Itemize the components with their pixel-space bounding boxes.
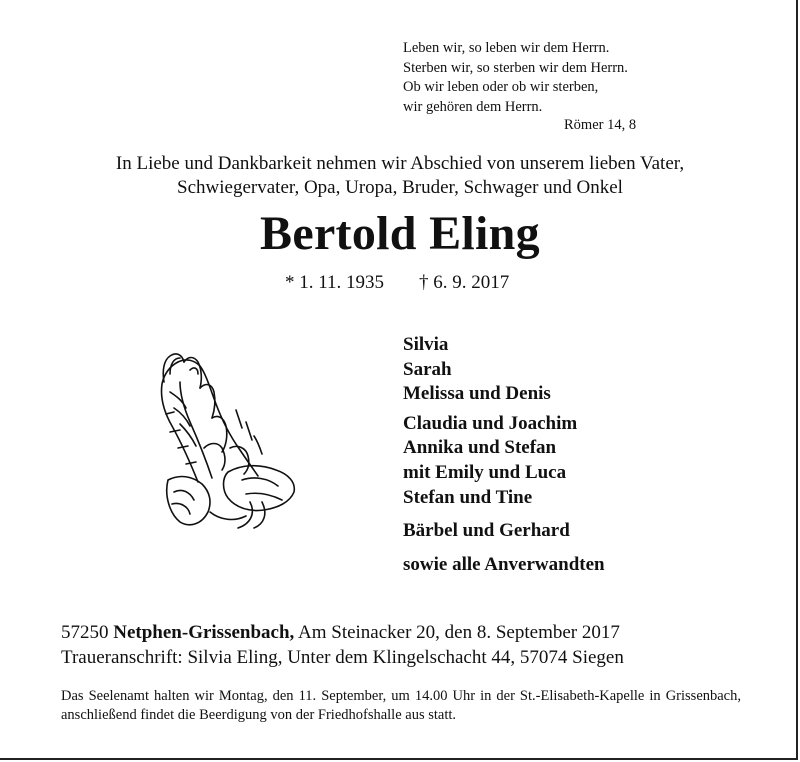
funeral-notice: Das Seelenamt halten wir Montag, den 11. September, um 14.00 Uhr in der St.-Elisabeth-Kapelle in Grissenbach, anschließend findet die Beerdigung von der Friedhofshalle aus statt. [61, 688, 741, 723]
deceased-name: Bertold Eling [260, 207, 540, 260]
address-rest: Am Steinacker 20, den 8. September 2017 [298, 622, 620, 643]
verse-line: Sterben wir, so sterben wir dem Herrn. [403, 59, 628, 76]
mourner-name: Claudia und Joachim [403, 412, 578, 434]
verse-line: Ob wir leben oder ob wir sterben, [403, 79, 599, 95]
mourner-name: Annika und Stefan [403, 437, 557, 459]
death-date: † 6. 9. 2017 [419, 272, 510, 293]
mourner-name: Melissa und Denis [403, 383, 551, 405]
verse-line: wir gehören dem Herrn. [403, 98, 543, 115]
address-line [61, 620, 620, 645]
praying-hands-icon [150, 352, 300, 532]
intro-line-2: Schwiegervater, Opa, Uropa, Bruder, Schwager und Onkel [177, 177, 623, 198]
mourner-name: Stefan und Tine [403, 486, 533, 508]
mourning-address: Traueranschrift: Silvia Eling, Unter dem Klingelschacht 44, 57074 Siegen [61, 647, 624, 668]
place-name: Netphen-Grissenbach, [113, 622, 295, 643]
mourners-list [403, 333, 605, 577]
intro-text [0, 152, 800, 200]
verse-reference: Römer 14, 8 [564, 117, 637, 133]
mourner-name: Sarah [403, 358, 452, 380]
mourner-name: mit Emily und Luca [403, 461, 567, 483]
birth-date: * 1. 11. 1935 [285, 272, 385, 293]
intro-line-1: In Liebe und Dankbarkeit nehmen wir Abschied von unserem lieben Vater, [115, 153, 685, 174]
verse-line: Leben wir, so leben wir dem Herrn. [403, 40, 610, 56]
mourner-name: Silvia [403, 334, 449, 355]
bible-verse [403, 39, 663, 117]
mourner-name: sowie alle Anverwandten [403, 553, 605, 575]
mourner-name: Bärbel und Gerhard [403, 520, 570, 542]
postcode: 57250 [61, 622, 109, 643]
